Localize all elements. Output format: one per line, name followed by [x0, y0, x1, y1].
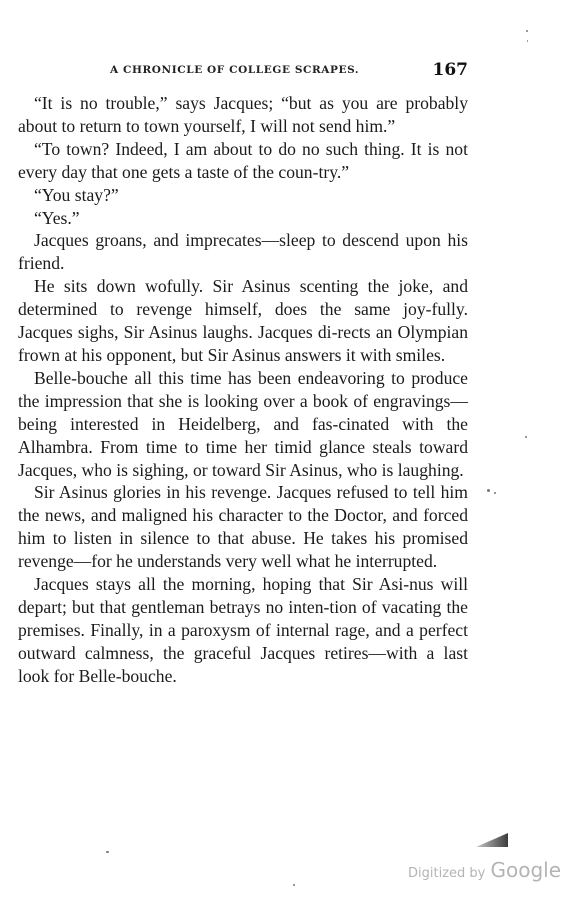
running-header	[18, 60, 468, 82]
speck	[106, 851, 109, 853]
paragraph: Belle-bouche all this time has been endeavoring to produce the impression that she is looking over a book of engravings—being interested in Heidelberg, and fas-cinated with the Alhambra. From time to time her timid glance steals toward Jacques, who is sighing, or toward Sir Asinus, who is laughing.	[18, 367, 468, 480]
running-title: A CHRONICLE OF COLLEGE SCRAPES.	[110, 64, 360, 76]
speck	[487, 489, 490, 492]
scan-mark	[476, 833, 508, 847]
paragraph: He sits down wofully. Sir Asinus scenting the joke, and determined to revenge himself, does the same joy-fully. Jacques sighs, Sir Asinus laughs. Jacques di-rects an Olympian frown at his opponent, but Sir Asinus answers it with smiles.	[18, 276, 468, 365]
paragraph: “It is no trouble,” says Jacques; “but as you are probably about to return to town yourself, I will not send him.”	[18, 93, 468, 136]
paragraph: “Yes.”	[34, 207, 80, 228]
paragraph: “You stay?”	[34, 184, 119, 205]
body-text	[18, 92, 468, 688]
watermark-brand: Google	[490, 858, 561, 882]
paragraph: Jacques groans, and imprecates—sleep to descend upon his friend.	[18, 230, 468, 274]
paragraph: Jacques stays all the morning, hoping that Sir Asi-nus will depart; but that gentleman betrays no inten-tion of vacating the premises. Finally, in a paroxysm of internal rage, and a perfect outward calmness, the graceful Jacques retires—with a last look for Belle-bouche.	[18, 574, 468, 686]
speck	[527, 40, 528, 42]
watermark-prefix: Digitized by	[408, 866, 486, 881]
speck	[526, 30, 528, 32]
digitized-watermark	[408, 858, 561, 882]
speck	[494, 492, 496, 494]
speck	[525, 436, 527, 438]
paragraph: Sir Asinus glories in his revenge. Jacques refused to tell him the news, and maligned his character to the Doctor, and forced him to listen in silence to that abuse. He takes his promised revenge—for he understands very well what he interrupted.	[18, 482, 468, 572]
speck	[293, 884, 295, 886]
page-number: 167	[432, 60, 468, 80]
paragraph: “To town? Indeed, I am about to do no such thing. It is not every day that one gets a taste of the coun-try.”	[18, 138, 468, 182]
